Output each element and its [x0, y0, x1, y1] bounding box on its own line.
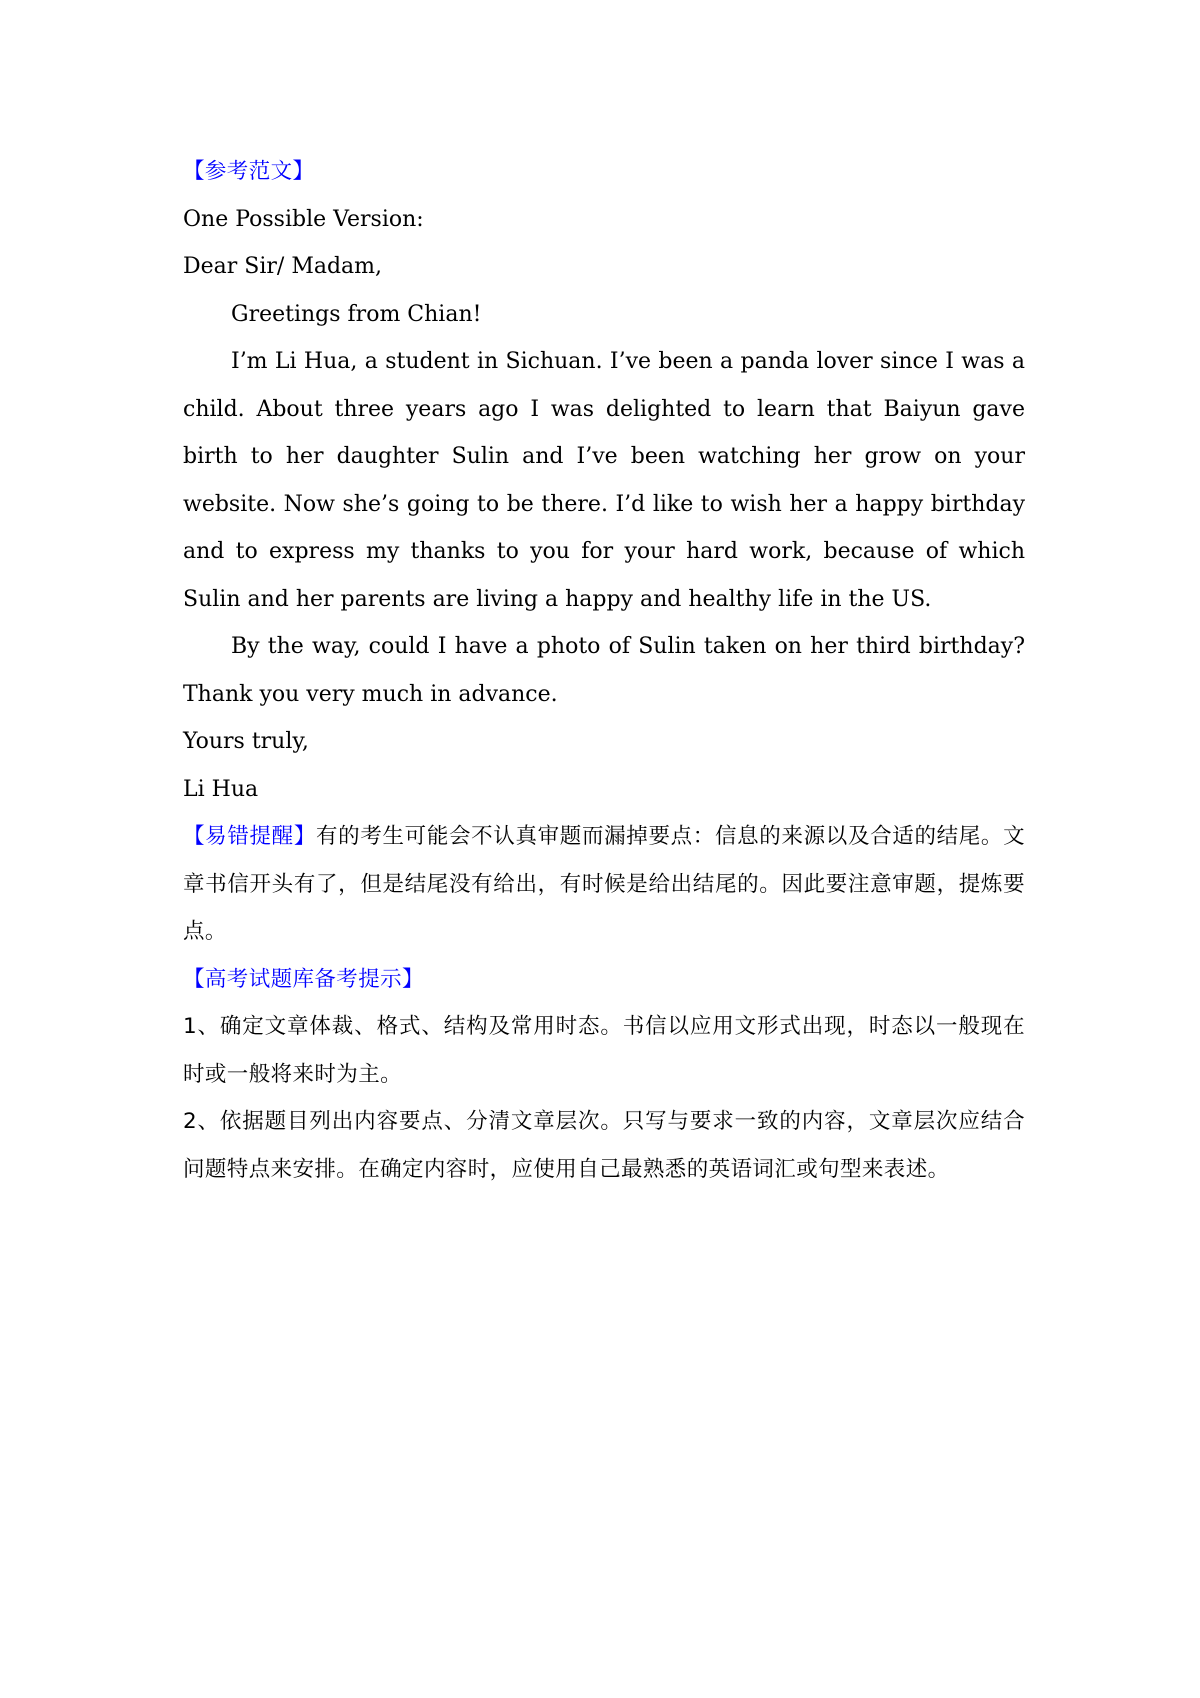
warning-text: 有的考生可能会不认真审题而漏掉要点：信息的来源以及合适的结尾。文章书信开头有了，但是结尾没有给出，有时候是给出结尾的。因此要注意审题，提炼要点。 [183, 824, 1025, 944]
document-page [183, 148, 1025, 1193]
warning-section [183, 813, 1025, 956]
letter-salutation: Dear Sir/ Madam, [183, 254, 383, 279]
warning-heading: 【易错提醒】 [183, 824, 316, 849]
letter-greeting: Greetings from Chian! [231, 301, 482, 327]
reference-heading: 【参考范文】 [183, 159, 315, 184]
letter-signature: Li Hua [183, 776, 259, 802]
tips-heading: 【高考试题库备考提示】 [183, 966, 424, 992]
tips-item-2: 2、依据题目列出内容要点、分清文章层次。只写与要求一致的内容，文章层次应结合问题特点来安排。在确定内容时，应使用自己最熟悉的英语词汇或句型来表述。 [183, 1109, 1025, 1182]
letter-paragraph-1: I’m Li Hua, a student in Sichuan. I’ve been a panda lover since I was a child. About three years ago I was delighted to learn that Baiyun gave birth to her daughter Sulin and I’ve been watching her grow on your website. Now she’s going to be there. I’d like to wish her a happy birthday and to express my thanks to you for your hard work, because of which Sulin and her parents are living a happy and healthy life in the US. [183, 349, 1025, 612]
version-label: One Possible Version: [183, 206, 424, 232]
tips-item-1: 1、确定文章体裁、格式、结构及常用时态。书信以应用文形式出现，时态以一般现在时或一般将来时为主。 [183, 1014, 1025, 1087]
letter-closing: Yours truly, [183, 729, 309, 754]
letter-paragraph-2: By the way, could I have a photo of Sulin taken on her third birthday? Thank you very much in advance. [183, 634, 1025, 707]
